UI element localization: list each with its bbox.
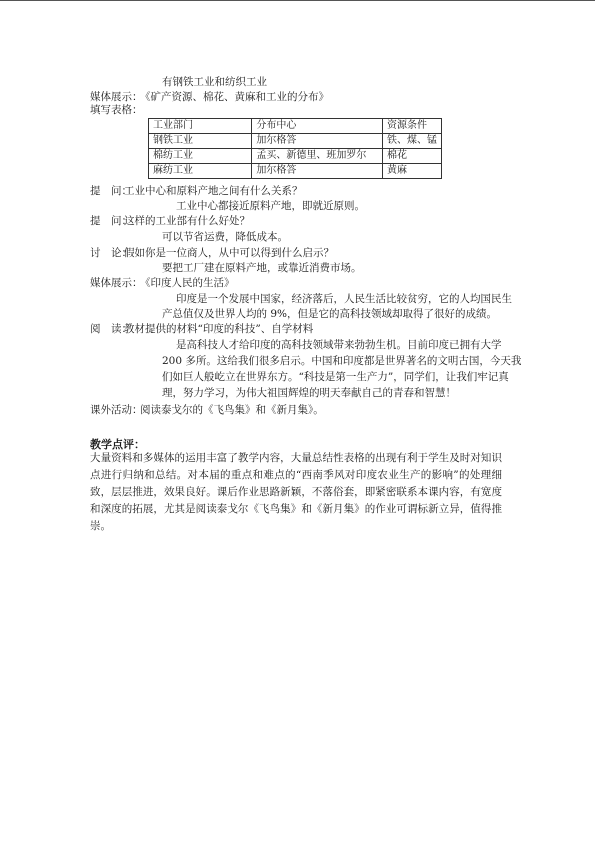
media-label-2: 媒体展示： [90, 277, 143, 289]
question-text-1: 工业中心和原料产地之间有什么关系？ [124, 185, 303, 197]
answer-text-2: 可以节省运费，降低成本。 [162, 231, 288, 243]
table-cell: 黄麻 [383, 164, 442, 179]
discussion-label: 讨 论： [90, 247, 132, 259]
question-text-2: 这样的工业部有什么好处？ [124, 215, 250, 227]
table-cell: 孟买、新德里、班加罗尔 [252, 149, 383, 164]
review-paragraph: 大量资料和多媒体的运用丰富了教学内容，大量总结性表格的出现有利于学生及时对知识点进行归纳和总结。对本届的重点和难点的“西南季风对印度农业生产的影响”的处理细致，层层推进，效果良好。课后作业思路新颖，不落俗套，即紧密联系本课内容，有宽度和深度的拓展，尤其是阅读泰戈尔《飞鸟集》和《新月集》的作业可谓标新立异，值得推崇。 [90, 452, 502, 532]
media-label-1: 媒体展示： [90, 91, 143, 103]
reading-body-line: 是高科技人才给印度的高科技领域带来勃勃生机。目前印度已拥有大学 [176, 339, 502, 351]
activity-label: 课外活动： [90, 404, 143, 416]
table-header-cell: 分布中心 [252, 119, 383, 134]
discussion-answer: 要把工厂建在原料产地，或靠近消费市场。 [162, 262, 362, 274]
table-cell: 麻纺工业 [149, 164, 252, 179]
table-cell: 钢铁工业 [149, 134, 252, 149]
table-row [149, 134, 442, 149]
intro-line: 有钢铁工业和纺织工业 [162, 76, 267, 88]
review-heading: 教学点评： [90, 438, 145, 451]
table-row [149, 164, 442, 179]
fill-table-label: 填写表格： [90, 104, 143, 116]
activity-text: 阅读泰戈尔的《飞鸟集》和《新月集》。 [140, 404, 324, 416]
table-cell: 棉纺工业 [149, 149, 252, 164]
table-header-cell: 工业部门 [149, 119, 252, 134]
media-title-2: 《印度人民的生活》 [140, 277, 235, 289]
table-header-cell: 资源条件 [383, 119, 442, 134]
question-label-1: 提 问： [90, 185, 132, 197]
table-cell: 棉花 [383, 149, 442, 164]
table-cell: 加尔格答 [252, 164, 383, 179]
page-top-rule [0, 0, 595, 1]
table-row [149, 149, 442, 164]
table-header-row [149, 119, 442, 134]
reading-text: 教材提供的材料“印度的科技”、自学材料 [124, 323, 314, 335]
table-cell: 加尔格答 [252, 134, 383, 149]
reading-body-line: 200 多所。这给我们很多启示。中国和印度都是世界著名的文明古国，今天我 [162, 355, 522, 367]
answer-text-1: 工业中心都接近原料产地，即就近原则。 [176, 200, 365, 212]
reading-label: 阅 读： [90, 323, 132, 335]
table-cell: 铁、煤、锰 [383, 134, 442, 149]
media-title-1: 《矿产资源、棉花、黄麻和工业的分布》 [140, 91, 329, 103]
resource-table [148, 118, 442, 179]
media-body-line: 产总值仅及世界人均的 9%，但是它的高科技领域却取得了很好的成绩。 [162, 308, 497, 320]
media-body-line: 印度是一个发展中国家，经济落后，人民生活比较贫穷，它的人均国民生 [176, 293, 512, 305]
question-label-2: 提 问： [90, 215, 132, 227]
reading-body-line: 理，努力学习，为伟大祖国辉煌的明天奉献自己的青春和智慧！ [162, 387, 456, 399]
reading-body-line: 们如巨人般屹立在世界东方。“科技是第一生产力”，同学们，让我们牢记真 [162, 371, 509, 383]
discussion-text: 假如你是一位商人，从中可以得到什么启示？ [124, 247, 334, 259]
